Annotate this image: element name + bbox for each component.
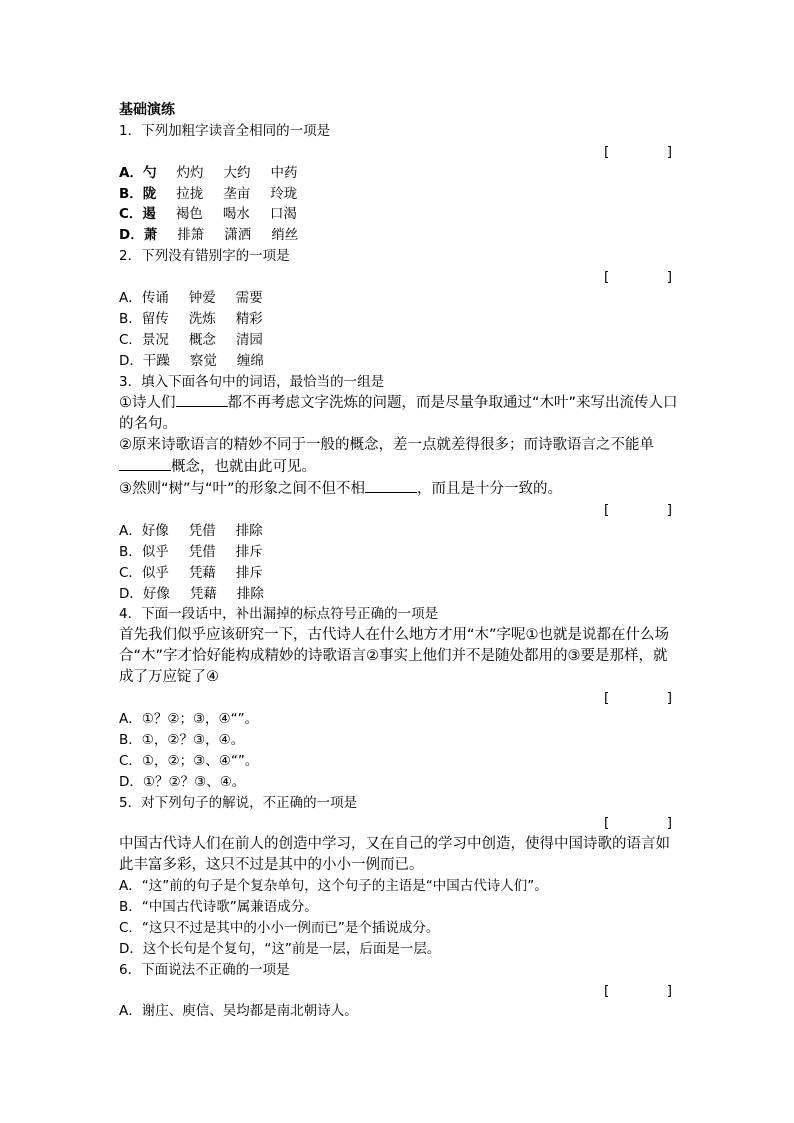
q3-sentence-2: ②原来诗歌语言的精妙不同于一般的概念，差一点就差得很多；而诗歌语言之不能单概念，也就由此可见。 [119,437,654,476]
answer-bracket-1: [ ] [604,143,672,160]
answer-bracket-2: [ ] [604,269,672,286]
q1-option-a: A．勺 灼灼 大约 中药 [119,164,298,181]
q3-option-a: A．好像 凭借 排除 [119,522,263,539]
question-6-stem: 6．下面说法不正确的一项是 [119,961,290,978]
question-1-stem: 1．下列加粗字读音全相同的一项是 [119,122,331,139]
section-title: 基础演练 [119,102,175,118]
q5-option-a: A．“这”前的句子是个复杂单句，这个句子的主语是“中国古代诗人们”。 [119,878,548,895]
q3-option-d: D．好像 凭藉 排除 [119,585,264,602]
q2-option-b: B．留传 洗炼 精彩 [119,310,263,327]
answer-bracket-6: [ ] [604,982,672,999]
q5-option-b: B．“中国古代诗歌”属兼语成分。 [119,899,318,915]
q4-passage: 首先我们似乎应该研究一下，古代诗人在什么地方才用“木”字呢①也就是说都在什么场合“木”字才恰好能构成精妙的诗歌语言②事实上他们并不是随处都用的③要是那样，就成了万应锭了④ [119,627,670,686]
q5-passage: 中国古代诗人们在前人的创造中学习，又在自己的学习中创造，使得中国诗歌的语言如此丰富多彩，这只不过是其中的小小一例而已。 [119,836,670,874]
q4-option-d: D．①？②？③、④。 [119,773,246,790]
answer-bracket-4: [ ] [604,690,672,707]
question-2-stem: 2．下列没有错别字的一项是 [119,248,290,265]
worksheet [119,100,679,1022]
answer-bracket-3: [ ] [604,502,672,518]
question-5-stem: 5．对下列句子的解说，不正确的一项是 [119,794,358,811]
q4-option-b: B．①，②？③，④。 [119,731,245,748]
q5-option-c: C．“这只不过是其中的小小一例而已”是个插说成分。 [119,919,440,936]
q3-sentence-3: ③然则“树”与“叶”的形象之间不但不相 ，而且是十分一致的。 [119,478,679,500]
fill-blank [176,392,228,407]
answer-bracket-5: [ ] [604,815,672,832]
q2-option-c: C．景况 概念 清园 [119,331,263,348]
q3-sentence-1: ①诗人们 都不再考虑文字洗炼的问题，而是尽量争取通过“木叶”来写出流传人口的名句。 [119,392,679,435]
q5-option-d: D．这个长句是个复句，“这”前是一层，后面是一层。 [119,940,441,957]
q3-option-b: B．似乎 凭借 排斥 [119,543,263,560]
fill-blank [365,478,417,493]
q2-option-d: D．干躁 察觉 缠绵 [119,352,264,369]
q2-option-a: A．传诵 钟爱 需要 [119,290,263,307]
q1-option-d: D．萧 排箫 潇洒 绡丝 [119,227,299,244]
q1-option-b: B．陇 拉拢 垄亩 玲珑 [119,185,298,202]
q6-option-a: A．谢庄、庾信、吴均都是南北朝诗人。 [119,1003,358,1020]
q4-option-a: A．①？②；③，④“”。 [119,710,259,727]
q3-option-c: C．似乎 凭藉 排斥 [119,564,263,581]
question-4-stem: 4．下面一段话中，补出漏掉的标点符号正确的一项是 [119,606,439,623]
q1-option-c: C．遏 褐色 喝水 口渴 [119,206,297,223]
q4-option-c: C．①，②；③、④“”。 [119,752,259,769]
question-3-stem: 3．填入下面各句中的词语，最恰当的一组是 [119,373,385,390]
fill-blank [119,456,171,471]
